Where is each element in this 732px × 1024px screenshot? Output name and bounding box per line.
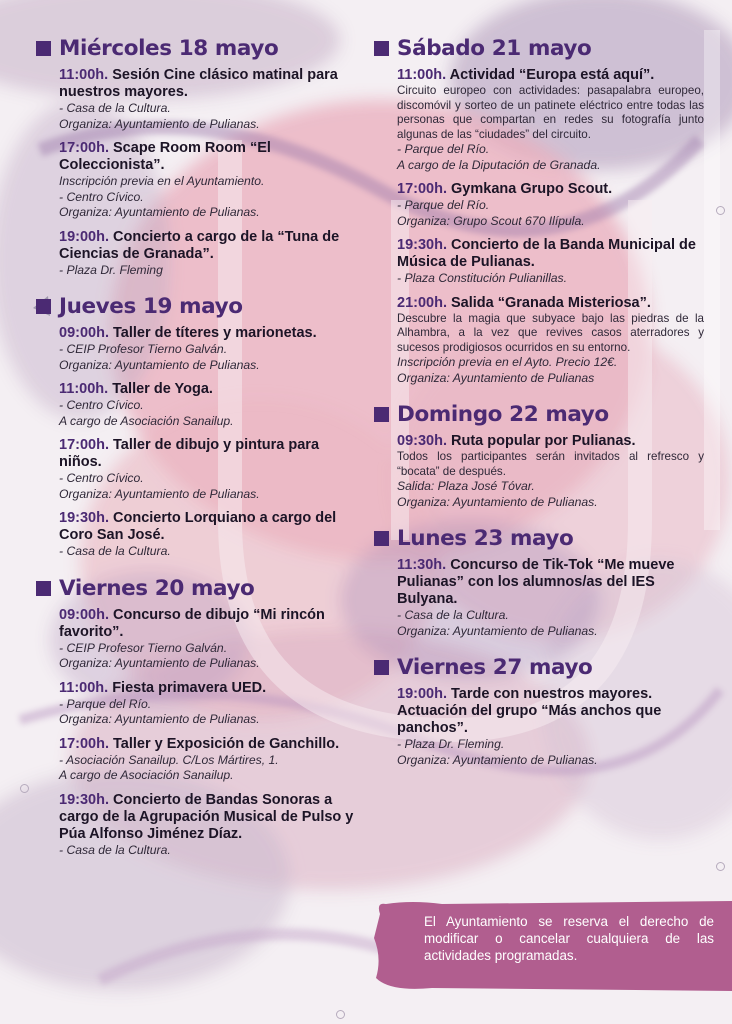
event-title: Tarde con nuestros mayores. Actuación del grupo “Más anchos que panchos”. <box>397 686 662 736</box>
event-heading <box>397 433 704 450</box>
event-detail: Organiza: Ayuntamiento de Pulianas. <box>59 656 260 670</box>
event-title: Sesión Cine clásico matinal para nuestros mayores. <box>59 67 338 100</box>
event-title: Ruta popular por Pulianas. <box>451 433 636 449</box>
event-detail: Salida: Plaza José Tóvar. <box>397 479 535 493</box>
event-heading <box>59 607 356 641</box>
square-bullet-icon <box>36 581 51 596</box>
event-title: Salida “Granada Misteriosa”. <box>451 294 651 311</box>
event-item <box>59 607 356 672</box>
event-title: Gymkana Grupo Scout. <box>451 181 613 197</box>
event-detail: Organiza: Grupo Scout 670 Ilípula. <box>397 213 585 228</box>
event-heading <box>397 67 704 84</box>
event-location: - Casa de la Cultura. <box>59 101 171 115</box>
event-item <box>59 736 356 784</box>
event-title: Actividad “Europa está aquí”. <box>449 67 655 83</box>
event-heading <box>59 325 356 342</box>
schedule-left-column <box>36 36 356 866</box>
event-time: 11:00h. <box>59 381 109 397</box>
event-heading <box>397 181 704 198</box>
day-title: Miércoles 18 mayo <box>59 36 279 61</box>
day-title: Viernes 27 mayo <box>397 655 593 680</box>
event-item <box>397 67 704 173</box>
event-title: Concierto de la Banda Municipal de Música de Pulianas. <box>397 237 696 270</box>
event-heading <box>59 680 356 697</box>
decorative-dot <box>336 1010 345 1019</box>
square-bullet-icon <box>374 41 389 56</box>
event-title: Concurso de Tik-Tok “Me mueve Pulianas” con los alumnos/as del IES Bulyana. <box>397 557 675 607</box>
event-item <box>397 181 704 229</box>
notice-text: El Ayuntamiento se reserva el derecho de modificar o cancelar cualquiera de las actividades programadas. <box>424 914 714 963</box>
event-title: Concurso de dibujo “Mi rincón favorito”. <box>59 606 325 640</box>
decorative-dot <box>20 784 29 793</box>
event-detail: Organiza: Ayuntamiento de Pulianas. <box>59 486 260 501</box>
event-location: - CEIP Profesor Tierno Galván. <box>59 640 228 655</box>
event-time: 09:30h. <box>397 433 447 449</box>
decorative-dot <box>716 206 725 215</box>
event-time: 11:00h. <box>59 67 109 83</box>
event-title: Taller de Yoga. <box>112 381 213 397</box>
schedule-right-column <box>374 36 704 776</box>
event-item <box>59 381 356 429</box>
event-location: - Plaza Dr. Fleming <box>59 262 163 277</box>
square-bullet-icon <box>374 531 389 546</box>
event-detail: Organiza: Ayuntamiento de Pulianas <box>397 370 595 385</box>
event-heading <box>397 237 704 271</box>
event-title: Scape Room Room “El Coleccionista”. <box>59 140 271 173</box>
event-time: 17:00h. <box>397 181 447 197</box>
day-heading <box>36 36 356 61</box>
event-heading <box>59 140 356 174</box>
event-time: 19:30h. <box>397 237 447 253</box>
day-title: Jueves 19 mayo <box>59 294 243 319</box>
event-location: - Parque del Río. <box>397 198 490 212</box>
event-time: 11:00h. <box>397 67 447 83</box>
square-bullet-icon <box>374 407 389 422</box>
event-heading <box>59 67 356 101</box>
event-heading <box>397 686 704 737</box>
event-item <box>397 433 704 510</box>
event-time: 21:00h. <box>397 294 447 311</box>
day-heading <box>36 294 356 319</box>
event-item <box>397 686 704 768</box>
event-item <box>59 229 356 279</box>
event-heading <box>59 229 356 263</box>
event-detail: Organiza: Ayuntamiento de Pulianas. <box>59 357 260 372</box>
event-detail: A cargo de Asociación Sanailup. <box>59 413 234 428</box>
event-detail: Inscripción previa en el Ayto. Precio 12€. <box>397 355 618 369</box>
event-description: Todos los participantes serán invitados al refresco y “bocata” de después. <box>397 450 704 478</box>
event-detail: - Centro Cívico. <box>59 189 144 204</box>
event-description: Circuito europeo con actividades: pasapalabra europeo, discomóvil y sorteo de un patinete eléctrico entre todas las personas que compartan en redes su fotografía junto algunas de las “ciudades” del circuito. <box>397 84 704 141</box>
event-location: - Casa de la Cultura. <box>59 544 171 558</box>
event-time: 17:00h. <box>59 735 109 752</box>
event-item <box>59 140 356 221</box>
day-title: Viernes 20 mayo <box>59 575 255 601</box>
event-location: - CEIP Profesor Tierno Galván. <box>59 342 228 356</box>
event-location: - Plaza Constitución Pulianillas. <box>397 271 568 285</box>
decorative-dot <box>716 862 725 871</box>
event-location: - Asociación Sanailup. C/Los Mártires, 1. <box>59 752 279 767</box>
event-item <box>59 792 356 859</box>
event-time: 11:30h. <box>397 557 447 573</box>
event-time: 19:30h. <box>59 791 109 808</box>
day-heading <box>374 526 704 551</box>
event-detail: Organiza: Ayuntamiento de Pulianas. <box>59 712 260 726</box>
event-detail: A cargo de Asociación Sanailup. <box>59 768 234 782</box>
day-heading <box>374 655 704 680</box>
event-time: 11:00h. <box>59 679 109 696</box>
day-title: Lunes 23 mayo <box>397 526 574 551</box>
event-time: 19:00h. <box>59 228 109 245</box>
event-detail: Organiza: Ayuntamiento de Pulianas. <box>397 494 598 509</box>
event-item <box>397 237 704 287</box>
event-location: - Casa de la Cultura. <box>397 608 509 622</box>
event-item <box>59 67 356 132</box>
square-bullet-icon <box>36 299 51 314</box>
event-title: Taller de dibujo y pintura para niños. <box>59 437 320 470</box>
event-detail: Organiza: Ayuntamiento de Pulianas. <box>59 116 260 131</box>
event-title: Taller de títeres y marionetas. <box>113 325 317 341</box>
event-item <box>59 325 356 373</box>
event-location: - Casa de la Cultura. <box>59 842 171 857</box>
event-item <box>397 557 704 639</box>
event-detail: Organiza: Ayuntamiento de Pulianas. <box>59 205 260 219</box>
event-heading <box>59 437 356 471</box>
event-heading <box>397 557 704 608</box>
event-title: Fiesta primavera UED. <box>112 679 267 696</box>
event-time: 19:00h. <box>397 686 447 702</box>
event-title: Taller y Exposición de Ganchillo. <box>113 735 340 752</box>
notice-box <box>372 898 732 993</box>
day-title: Sábado 21 mayo <box>397 36 592 61</box>
event-item <box>397 295 704 387</box>
event-time: 09:00h. <box>59 325 109 341</box>
event-heading <box>59 736 356 753</box>
event-time: 09:00h. <box>59 606 109 623</box>
event-item <box>59 680 356 728</box>
event-heading <box>397 295 704 312</box>
event-description: Descubre la magia que subyace bajo las piedras de la Alhambra, a la vez que revives casos aterradores y sucesos prodigiosos ocurridos en su entorno. <box>397 311 704 354</box>
square-bullet-icon <box>36 41 51 56</box>
event-title: Concierto de Bandas Sonoras a cargo de la Agrupación Musical de Pulso y Púa Alfonso Jiménez Díaz. <box>59 791 354 842</box>
event-location: - Parque del Río. <box>397 142 490 156</box>
day-heading <box>374 402 704 427</box>
event-time: 17:00h. <box>59 437 109 453</box>
event-title: Concierto a cargo de la “Tuna de Ciencias de Granada”. <box>59 228 340 262</box>
event-location: - Plaza Dr. Fleming. <box>397 737 505 751</box>
event-detail: Organiza: Ayuntamiento de Pulianas. <box>397 623 598 638</box>
event-location: - Centro Cívico. <box>59 471 144 485</box>
event-time: 17:00h. <box>59 140 109 156</box>
event-heading <box>59 510 356 544</box>
event-heading <box>59 381 356 398</box>
day-title: Domingo 22 mayo <box>397 402 609 427</box>
day-heading <box>36 576 356 601</box>
event-detail: A cargo de la Diputación de Granada. <box>397 157 601 172</box>
event-item <box>59 510 356 560</box>
day-heading <box>374 36 704 61</box>
event-detail: Inscripción previa en el Ayuntamiento. <box>59 174 265 188</box>
event-title: Concierto Lorquiano a cargo del Coro San José. <box>59 510 337 543</box>
event-heading <box>59 792 356 843</box>
event-location: - Centro Cívico. <box>59 398 144 412</box>
square-bullet-icon <box>374 660 389 675</box>
event-location: - Parque del Río. <box>59 696 152 711</box>
event-item <box>59 437 356 502</box>
event-time: 19:30h. <box>59 510 109 526</box>
event-detail: Organiza: Ayuntamiento de Pulianas. <box>397 752 598 767</box>
